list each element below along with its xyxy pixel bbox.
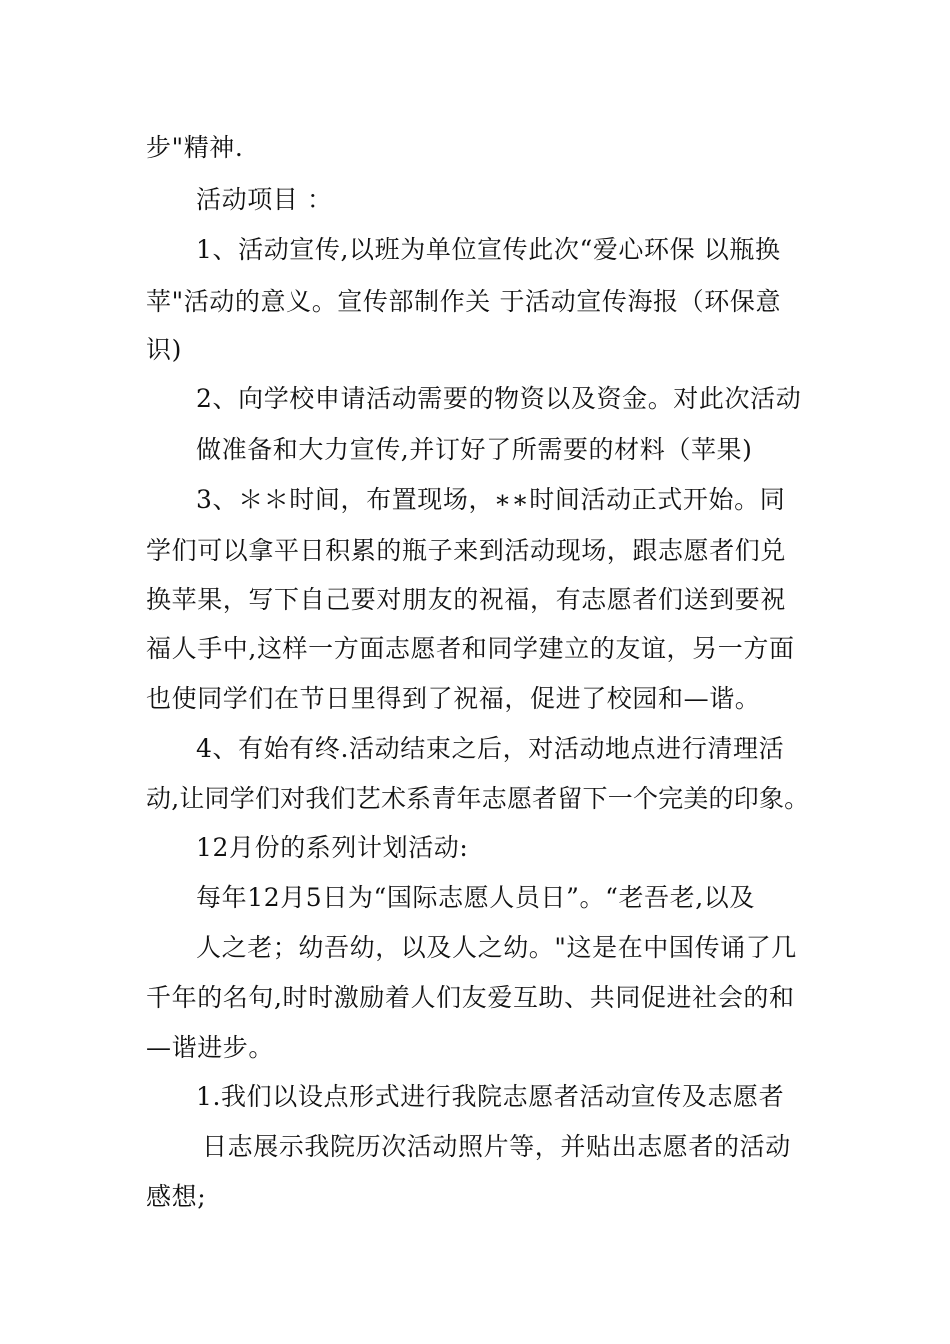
text-line: 感想; <box>146 1182 207 1211</box>
text-line: 步"精神. <box>146 133 244 162</box>
text-line: —谐进步。 <box>146 1033 275 1062</box>
text-line: 做准备和大力宣传,并订好了所需要的材料（苹果) <box>196 435 753 464</box>
text-line: 也使同学们在节日里得到了祝福，促进了校园和—谐。 <box>146 684 761 713</box>
text-line: 苹"活动的意义。宣传部制作关 于活动宣传海报（环保意 <box>146 287 782 316</box>
text-line: 人之老；幼吾幼，以及人之幼。"这是在中国传诵了几 <box>196 933 797 962</box>
text-line: 福人手中,这样一方面志愿者和同学建立的友谊，另一方面 <box>146 634 795 663</box>
text-line: 1、活动宣传,以班为单位宣传此次“爱心环保 以瓶换 <box>196 235 781 264</box>
text-line: 日志展示我院历次活动照片等，并贴出志愿者的活动 <box>202 1132 791 1161</box>
text-line: 4、有始有终.活动结束之后，对活动地点进行清理活 <box>196 734 785 763</box>
text-line: 千年的名句,时时激励着人们友爱互助、共同促进社会的和 <box>146 983 795 1012</box>
text-line: 学们可以拿平日积累的瓶子来到活动现场，跟志愿者们兑 <box>146 536 787 565</box>
text-line: 换苹果，写下自己要对朋友的祝福，有志愿者们送到要祝 <box>146 585 787 614</box>
text-line: 识) <box>146 335 182 364</box>
text-line: 3、＊＊时间，布置现场，∗∗时间活动正式开始。同 <box>196 485 786 514</box>
section-heading: 活动项目 ： <box>196 185 333 214</box>
text-line: 1.我们以设点形式进行我院志愿者活动宣传及志愿者 <box>196 1082 785 1111</box>
text-line: 每年12月5日为“国际志愿人员日”。“老吾老,以及 <box>196 883 756 912</box>
text-line: 动,让同学们对我们艺术系青年志愿者留下一个完美的印象。 <box>146 784 810 813</box>
text-line: 2、向学校申请活动需要的物资以及资金。对此次活动 <box>196 384 802 413</box>
section-heading: 12月份的系列计划活动: <box>196 833 469 862</box>
